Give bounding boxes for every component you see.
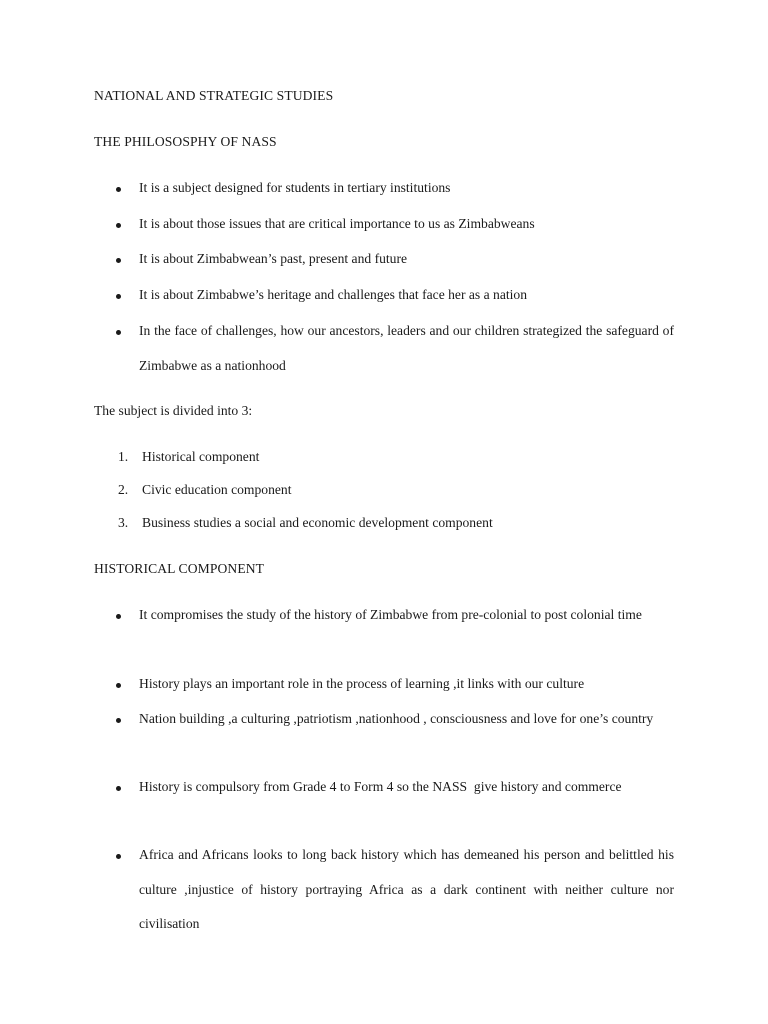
list-item-text: History is compulsory from Grade 4 to Form 4 so the NASS give history and commerce: [139, 779, 622, 794]
bullet-icon: [116, 187, 121, 192]
list-item-text: In the face of challenges, how our ancestors, leaders and our children strategized the safeguard of Zimbabwe as a nationhood: [139, 323, 674, 373]
document-title: NATIONAL AND STRATEGIC STUDIES: [94, 88, 334, 103]
item-text: Historical component: [142, 449, 260, 464]
list-item-text: Africa and Africans looks to long back history which has demeaned his person and belittled his culture ,injustice of history portraying Africa as a dark continent with neither culture nor civilisation: [139, 847, 674, 931]
intro-sentence: The subject is divided into 3:: [94, 403, 253, 418]
item-number: 1.: [118, 449, 129, 464]
bullet-icon: [116, 294, 121, 299]
bullet-icon: [116, 718, 121, 723]
section-heading-philosophy: THE PHILOSOSPHY OF NASS: [94, 134, 277, 149]
bullet-icon: [116, 258, 121, 263]
list-item-text: History plays an important role in the process of learning ,it links with our culture: [139, 676, 585, 691]
item-number: 3.: [118, 515, 129, 530]
item-number: 2.: [118, 482, 129, 497]
bullet-icon: [116, 854, 121, 859]
list-item-text: It is a subject designed for students in tertiary institutions: [139, 180, 451, 195]
section-heading-historical: HISTORICAL COMPONENT: [94, 561, 265, 576]
bullet-icon: [116, 223, 121, 228]
bullet-icon: [116, 614, 121, 619]
bullet-icon: [116, 683, 121, 688]
bullet-icon: [116, 330, 121, 335]
list-item-text: It is about Zimbabwe’s heritage and challenges that face her as a nation: [139, 287, 528, 302]
item-text: Civic education component: [142, 482, 292, 497]
list-item-text: It compromises the study of the history of Zimbabwe from pre-colonial to post colonial time: [139, 607, 642, 622]
item-text: Business studies a social and economic development component: [142, 515, 493, 530]
list-item-text: Nation building ,a culturing ,patriotism ,nationhood , consciousness and love for one’s country: [139, 711, 654, 726]
list-item-text: It is about Zimbabwean’s past, present and future: [139, 251, 408, 266]
bullet-icon: [116, 786, 121, 791]
list-item-text: It is about those issues that are critical importance to us as Zimbabweans: [139, 216, 535, 231]
